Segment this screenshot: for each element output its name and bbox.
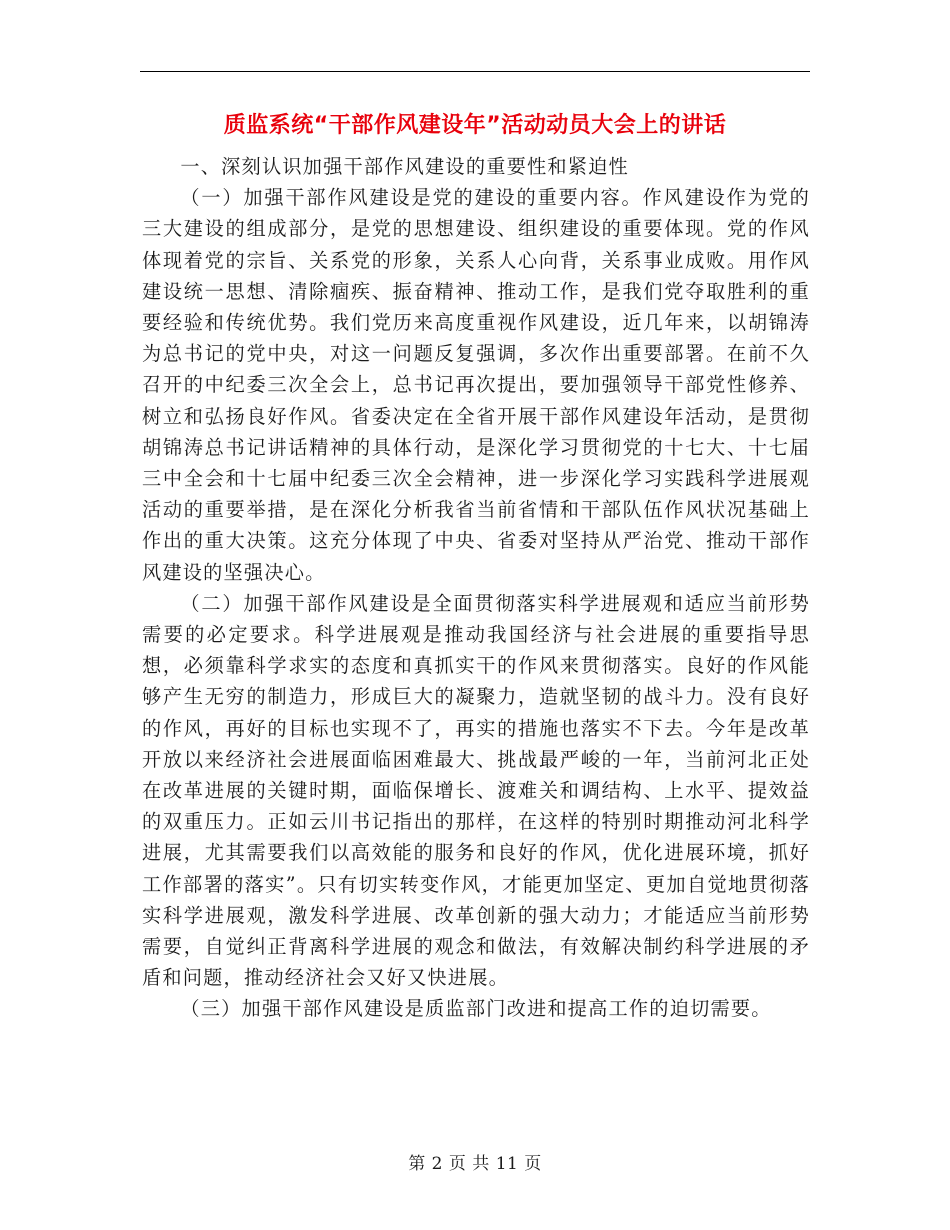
page-footer: 第 2 页 共 11 页 bbox=[408, 1154, 542, 1174]
paragraph: （二）加强干部作风建设是全面贯彻落实科学进展观和适应当前形势需要的必定要求。科学进展观是推动我国经济与社会进展的重要指导思想，必须靠科学求实的态度和真抓实干的作风来贯彻落实。良好的作风能够产生无穷的制造力，形成巨大的凝聚力，造就坚韧的战斗力。没有良好的作风，再好的目标也实现不了，再实的措施也落实不下去。今年是改革开放以来经济社会进展面临困难最大、挑战最严峻的一年，当前河北正处在改革进展的关键时期，面临保增长、渡难关和调结构、上水平、提效益的双重压力。正如云川书记指出的那样，在这样的特别时期推动河北科学进展，尤其需要我们以高效能的服务和良好的作风，优化进展环境，抓好工作部署的落实”。只有切实转变作风，才能更加坚定、更加自觉地贯彻落实科学进展观，激发科学进展、改革创新的强大动力；才能适应当前形势需要，自觉纠正背离科学进展的观念和做法，有效解决制约科学进展的矛盾和问题，推动经济社会又好又快进展。 bbox=[142, 591, 810, 990]
document-title: 质监系统“干部作风建设年”活动动员大会上的讲话 bbox=[223, 113, 727, 138]
paragraph: （一）加强干部作风建设是党的建设的重要内容。作风建设作为党的三大建设的组成部分，是党的思想建设、组织建设的重要体现。党的作风体现着党的宗旨、关系党的形象，关系人心向背，关系事业成败。用作风建设统一思想、清除痼疾、振奋精神、推动工作，是我们党夺取胜利的重要经验和传统优势。我们党历来高度重视作风建设，近几年来，以胡锦涛为总书记的党中央，对这一问题反复强调，多次作出重要部署。在前不久召开的中纪委三次全会上，总书记再次提出，要加强领导干部党性修养、树立和弘扬良好作风。省委决定在全省开展干部作风建设年活动，是贯彻胡锦涛总书记讲话精神的具体行动，是深化学习贯彻党的十七大、十七届三中全会和十七届中纪委三次全会精神，进一步深化学习实践科学进展观活动的重要举措，是在深化分析我省当前省情和干部队伍作风状况基础上作出的重大决策。这充分体现了中央、省委对坚持从严治党、推动干部作风建设的坚强决心。 bbox=[142, 186, 810, 584]
header-rule bbox=[140, 71, 810, 72]
paragraph: （三）加强干部作风建设是质监部门改进和提高工作的迫切需要。 bbox=[180, 997, 772, 1021]
section-heading: 一、深刻认识加强干部作风建设的重要性和紧迫性 bbox=[180, 155, 629, 178]
document-body bbox=[142, 151, 810, 1025]
